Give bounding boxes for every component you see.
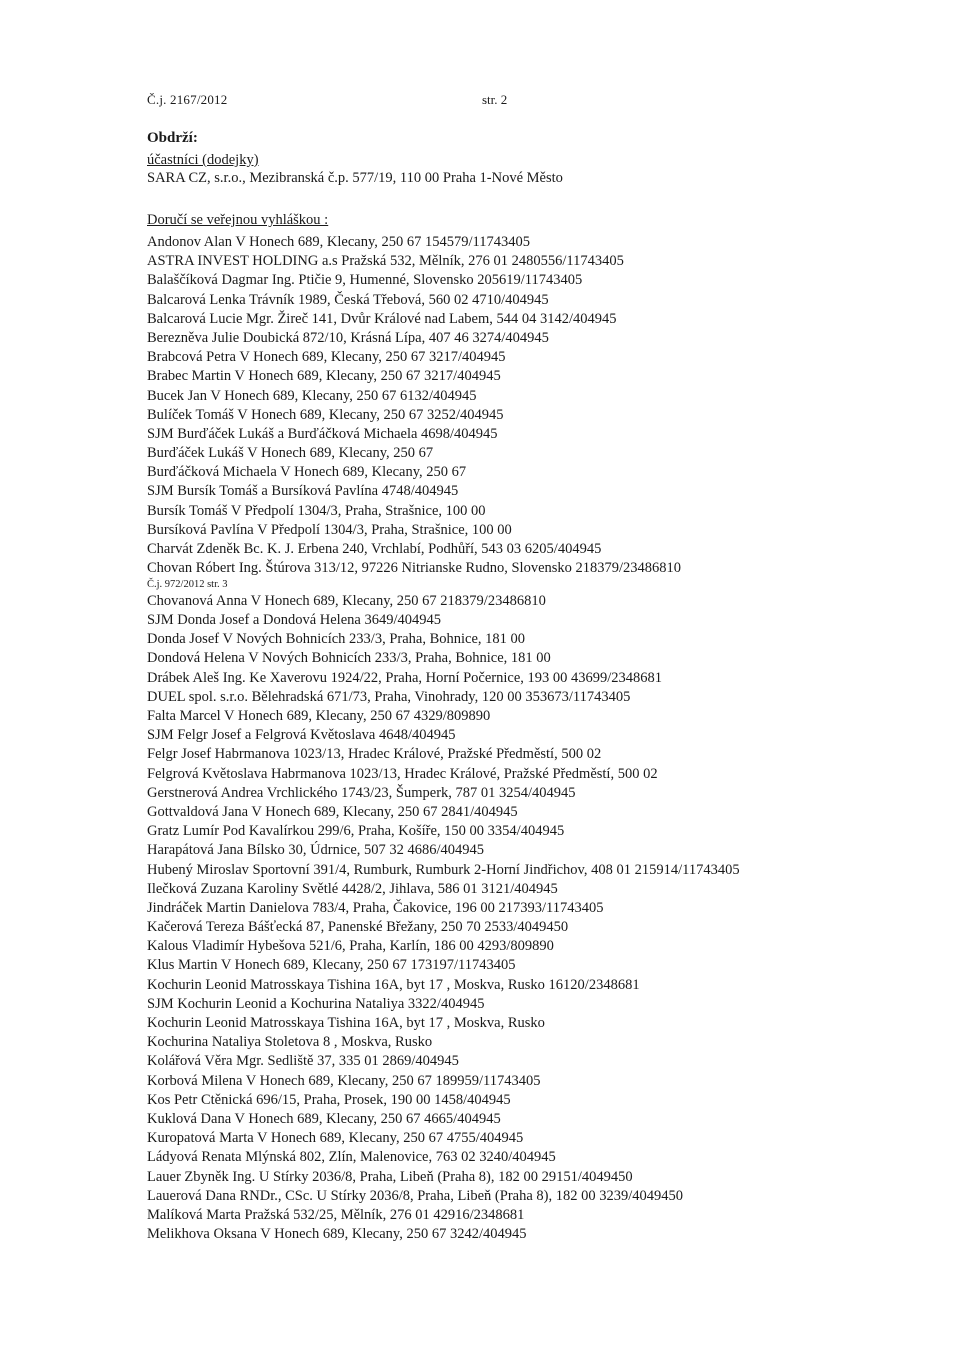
- list-item: Ilečková Zuzana Karoliny Světlé 4428/2, Jihlava, 586 01 3121/404945: [147, 880, 558, 897]
- list-item: Gerstnerová Andrea Vrchlického 1743/23, Šumperk, 787 01 3254/404945: [147, 784, 576, 801]
- list-item: Ládyová Renata Mlýnská 802, Zlín, Malenovice, 763 02 3240/404945: [147, 1149, 556, 1166]
- embedded-reference: Č.j. 972/2012 str. 3: [147, 579, 228, 591]
- page-number: str. 2: [482, 92, 508, 107]
- list-item: Kalous Vladimír Hybešova 521/6, Praha, Karlín, 186 00 4293/809890: [147, 938, 554, 955]
- list-item: SJM Burďáček Lukáš a Burďáčková Michaela 4698/404945: [147, 425, 498, 442]
- list-item: Donda Josef V Nových Bohnicích 233/3, Praha, Bohnice, 181 00: [147, 631, 526, 648]
- list-item: ASTRA INVEST HOLDING a.s Pražská 532, Mělník, 276 01 2480556/11743405: [147, 253, 624, 270]
- list-item: Harapátová Jana Bílsko 30, Údrnice, 507 32 4686/404945: [147, 842, 485, 859]
- recipients-heading: Obdrží:: [147, 130, 198, 146]
- list-item: Berezněva Julie Doubická 872/10, Krásná Lípa, 407 46 3274/404945: [147, 329, 549, 346]
- list-item: Kuropatová Marta V Honech 689, Klecany, 250 67 4755/404945: [147, 1130, 524, 1147]
- list-item: Bucek Jan V Honech 689, Klecany, 250 67 6132/404945: [147, 387, 477, 404]
- list-item: Charvát Zdeněk Bc. K. J. Erbena 240, Vrchlabí, Podhůří, 543 03 6205/404945: [147, 541, 602, 557]
- list-item: Bursík Tomáš V Předpolí 1304/3, Praha, Strašnice, 100 00: [147, 502, 486, 519]
- list-item: Kos Petr Ctěnická 696/15, Praha, Prosek, 190 00 1458/404945: [147, 1091, 511, 1108]
- list-item: Chovan Róbert Ing. Štúrova 313/12, 97226 Nitrianske Rudno, Slovensko 218379/23486810: [147, 560, 682, 577]
- list-item: Jindráček Martin Danielova 783/4, Praha, Čakovice, 196 00 217393/11743405: [147, 899, 604, 916]
- list-item: SJM Donda Josef a Dondová Helena 3649/404945: [147, 612, 441, 629]
- list-item: Kochurin Leonid Matrosskaya Tishina 16A, byt 17 , Moskva, Rusko: [147, 1015, 545, 1031]
- list-item: Bursíková Pavlína V Předpolí 1304/3, Praha, Strašnice, 100 00: [147, 521, 512, 538]
- list-item: Falta Marcel V Honech 689, Klecany, 250 67 4329/809890: [147, 708, 491, 724]
- public-notice-label: Doručí se veřejnou vyhláškou :: [147, 212, 329, 228]
- list-item: Felgr Josef Habrmanova 1023/13, Hradec Králové, Pražské Předměstí, 500 02: [147, 746, 602, 763]
- primary-recipient: SARA CZ, s.r.o., Mezibranská č.p. 577/19, 110 00 Praha 1-Nové Město: [147, 170, 563, 186]
- list-item: Kochurina Nataliya Stoletova 8 , Moskva, Rusko: [147, 1034, 433, 1051]
- list-item: DUEL spol. s.r.o. Bělehradská 671/73, Praha, Vinohrady, 120 00 353673/11743405: [147, 688, 631, 705]
- list-item: Korbová Milena V Honech 689, Klecany, 250 67 189959/11743405: [147, 1072, 541, 1089]
- list-item: Balcarová Lucie Mgr. Žireč 141, Dvůr Králové nad Labem, 544 04 3142/404945: [147, 310, 617, 327]
- list-item: Chovanová Anna V Honech 689, Klecany, 250 67 218379/23486810: [147, 592, 546, 609]
- list-item: Kochurin Leonid Matrosskaya Tishina 16A, byt 17 , Moskva, Rusko 16120/2348681: [147, 976, 640, 993]
- list-item: Bulíček Tomáš V Honech 689, Klecany, 250 67 3252/404945: [147, 406, 504, 423]
- list-item: Gratz Lumír Pod Kavalírkou 299/6, Praha, Košíře, 150 00 3354/404945: [147, 823, 565, 840]
- list-item: Drábek Aleš Ing. Ke Xaverovu 1924/22, Praha, Horní Počernice, 193 00 43699/2348681: [147, 669, 663, 686]
- list-item: Kačerová Tereza Bášťecká 87, Panenské Břežany, 250 70 2533/4049450: [147, 919, 569, 936]
- list-item: Burďáček Lukáš V Honech 689, Klecany, 250 67: [147, 445, 434, 462]
- list-item: Malíková Marta Pražská 532/25, Mělník, 276 01 42916/2348681: [147, 1206, 525, 1223]
- list-item: Lauerová Dana RNDr., CSc. U Stírky 2036/8, Praha, Libeň (Praha 8), 182 00 3239/4049450: [147, 1187, 684, 1204]
- list-item: Brabec Martin V Honech 689, Klecany, 250 67 3217/404945: [147, 368, 501, 385]
- list-item: Balcarová Lenka Trávník 1989, Česká Třebová, 560 02 4710/404945: [147, 291, 549, 308]
- list-item: Melikhova Oksana V Honech 689, Klecany, 250 67 3242/404945: [147, 1226, 527, 1243]
- list-item: Dondová Helena V Nových Bohnicích 233/3, Praha, Bohnice, 181 00: [147, 650, 551, 667]
- list-item: Brabcová Petra V Honech 689, Klecany, 250 67 3217/404945: [147, 349, 506, 366]
- list-item: Lauer Zbyněk Ing. U Stírky 2036/8, Praha, Libeň (Praha 8), 182 00 29151/4049450: [147, 1168, 633, 1185]
- parties-label: účastníci (dodejky): [147, 152, 259, 168]
- list-item: SJM Bursík Tomáš a Bursíková Pavlína 4748/404945: [147, 483, 459, 500]
- list-item: Balaščíková Dagmar Ing. Ptičie 9, Humenné, Slovensko 205619/11743405: [147, 272, 583, 289]
- list-item: Kolářová Věra Mgr. Sedliště 37, 335 01 2869/404945: [147, 1053, 459, 1070]
- list-item: Kuklová Dana V Honech 689, Klecany, 250 67 4665/404945: [147, 1110, 501, 1127]
- list-item: Andonov Alan V Honech 689, Klecany, 250 67 154579/11743405: [147, 234, 531, 250]
- reference-number: Č.j. 2167/2012: [147, 92, 228, 107]
- list-item: Hubený Miroslav Sportovní 391/4, Rumburk, Rumburk 2-Horní Jindřichov, 408 01 215914/11743405: [147, 861, 740, 878]
- list-item: SJM Kochurin Leonid a Kochurina Nataliya 3322/404945: [147, 995, 485, 1012]
- recipient-list: [147, 233, 947, 1244]
- list-item: Felgrová Květoslava Habrmanova 1023/13, Hradec Králové, Pražské Předměstí, 500 02: [147, 765, 658, 782]
- list-item: SJM Felgr Josef a Felgrová Květoslava 4648/404945: [147, 727, 456, 744]
- list-item: Gottvaldová Jana V Honech 689, Klecany, 250 67 2841/404945: [147, 803, 518, 820]
- list-item: Klus Martin V Honech 689, Klecany, 250 67 173197/11743405: [147, 957, 516, 974]
- list-item: Burďáčková Michaela V Honech 689, Klecany, 250 67: [147, 464, 467, 481]
